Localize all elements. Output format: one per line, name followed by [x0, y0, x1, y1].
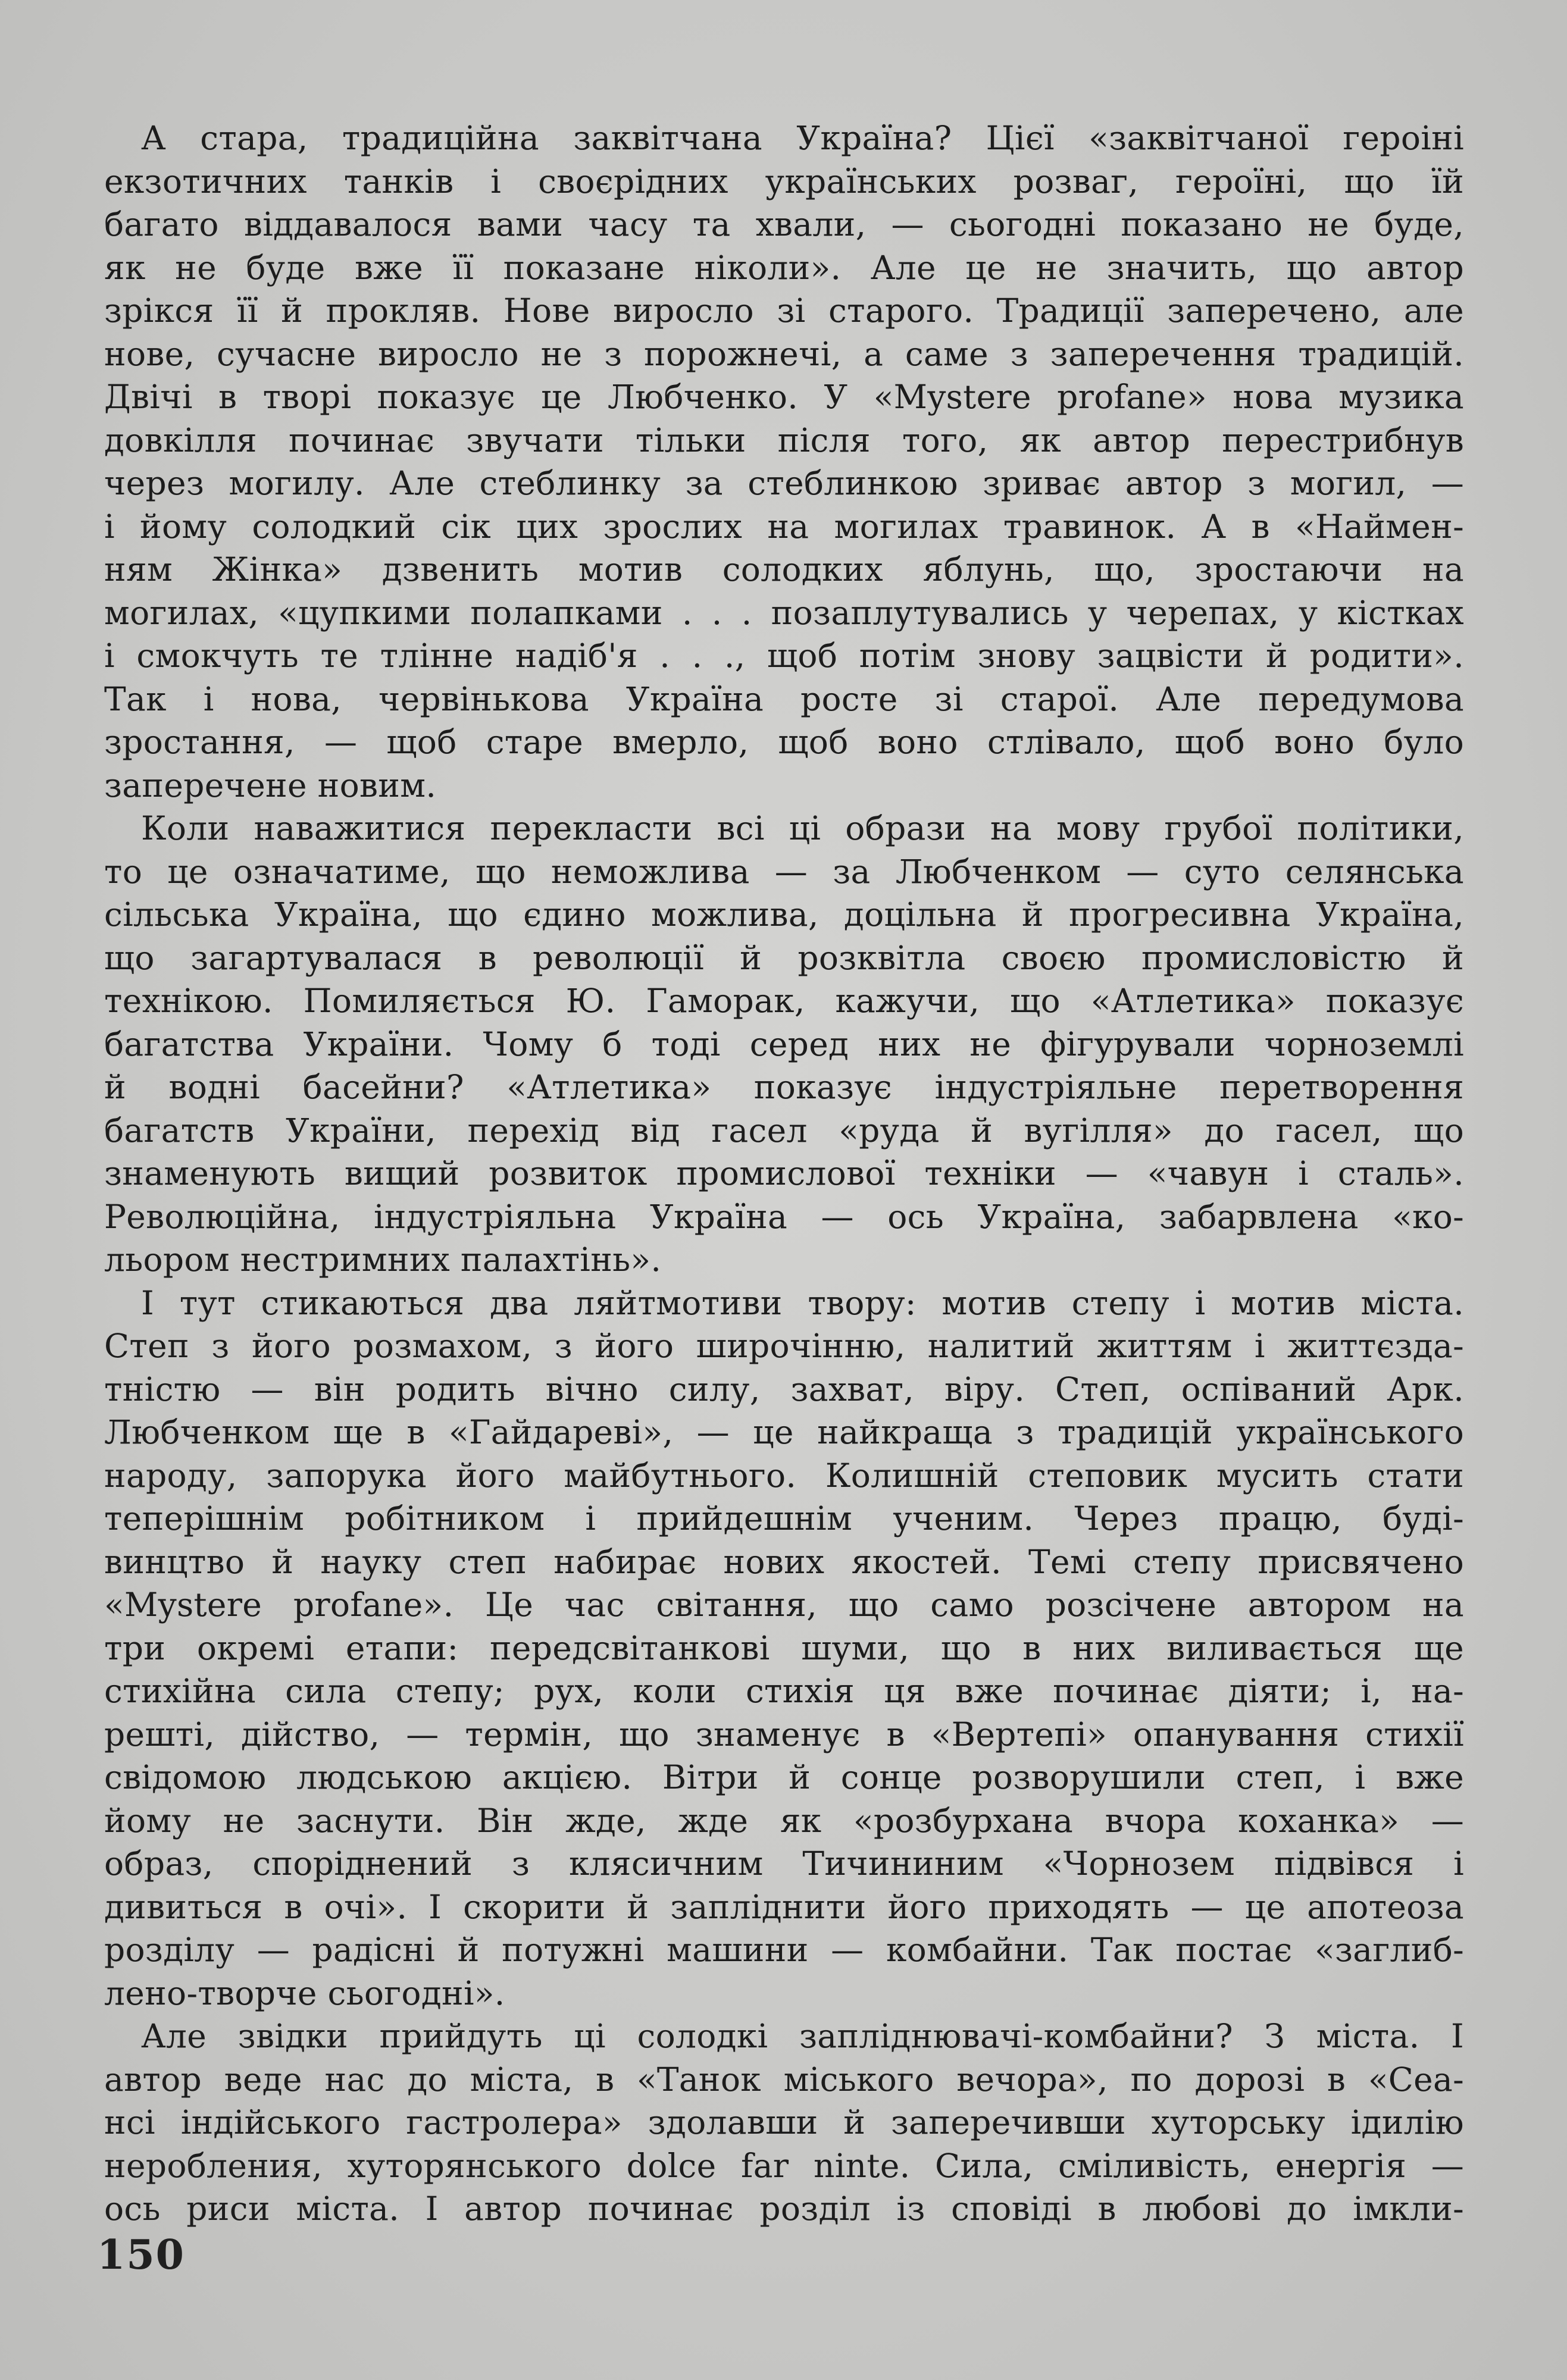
text-line: багатств України, перехід від гасел «руда й вугілля» до гасел, що — [104, 1111, 1464, 1150]
text-line: тністю — він родить вічно силу, захват, віру. Степ, оспіваний Арк. — [104, 1370, 1464, 1408]
text-line: Так і нова, червінькова Україна росте зі старої. Але передумова — [104, 679, 1464, 718]
text-line: свідомою людською акцією. Вітри й сонце розворушили степ, і вже — [104, 1758, 1464, 1796]
text-line: Двічі в творі показує це Любченко. У «Mystere profane» нова музика — [104, 378, 1464, 416]
text-line: Степ з його розмахом, з його широчінню, налитий життям і життєзда- — [104, 1327, 1464, 1365]
text-line: три окремі етапи: передсвітанкові шуми, що в них виливається ще — [104, 1629, 1464, 1667]
text-line: сільська Україна, що єдино можлива, доцільна й прогресивна Україна, — [104, 895, 1464, 934]
text-line: багатства України. Чому б тоді серед них не фігурували чорноземлі — [104, 1025, 1464, 1063]
text-line: довкілля починає звучати тільки після того, як автор перестрибнув — [104, 421, 1464, 459]
text-line: то це означатиме, що неможлива — за Любченком — суто селянська — [104, 852, 1464, 891]
text-line: багато віддавалося вами часу та хвали, — сьогодні показано не буде, — [104, 205, 1464, 243]
text-line: зрікся її й прокляв. Нове виросло зі старого. Традиції заперечено, але — [104, 292, 1464, 330]
text-line: Коли наважитися перекласти всі ці образи на мову грубої політики, — [141, 809, 1464, 847]
text-line: неробления, хуторянського dolce far ninte. Сила, сміливість, енергія — — [104, 2146, 1464, 2185]
paragraph-4 — [104, 2015, 1464, 2231]
paragraph-3 — [104, 1282, 1464, 2015]
text-line: А стара, традиційна заквітчана Україна? Цієї «заквітчаної героіні — [141, 119, 1464, 157]
text-line: розділу — радісні й потужні машини — комбайни. Так постає «заглиб- — [104, 1931, 1464, 1969]
text-line: і смокчуть те тлінне надіб'я . . ., щоб потім знову зацвісти й родити». — [104, 637, 1464, 675]
text-line: автор веде нас до міста, в «Танок міського вечора», по дорозі в «Сеа- — [104, 2060, 1464, 2099]
text-line: лено-творче сьогодні». — [104, 1974, 505, 2012]
text-line: І тут стикаються два ляйтмотиви твору: мотив степу і мотив міста. — [141, 1283, 1464, 1322]
page-number: 150 — [97, 2231, 185, 2279]
text-line: заперечене новим. — [104, 766, 437, 804]
text-line: льором нестримних палахтінь». — [104, 1241, 662, 1279]
text-line: через могилу. Але стеблинку за стеблинкою зриває автор з могил, — — [104, 464, 1464, 502]
text-line: зростання, — щоб старе вмерло, щоб воно стлівало, щоб воно було — [104, 723, 1464, 761]
text-line: дивиться в очі». І скорити й запліднити його приходять — це апотеоза — [104, 1887, 1464, 1926]
text-line: образ, споріднений з клясичним Тичининим «Чорнозем підвівся і — [104, 1844, 1464, 1883]
text-line: як не буде вже її показане ніколи». Але це не значить, що автор — [104, 248, 1464, 287]
text-line: винцтво й науку степ набирає нових якостей. Темі степу присвячено — [104, 1542, 1464, 1581]
text-line: йому не заснути. Він жде, жде як «розбурхана вчора коханка» — — [104, 1801, 1464, 1840]
paragraph-2 — [104, 807, 1464, 1282]
text-line: ням Жінка» дзвенить мотив солодких яблунь, що, зростаючи на — [104, 550, 1464, 588]
text-line: й водні басейни? «Атлетика» показує індустріяльне перетворення — [104, 1068, 1464, 1106]
text-line: що загартувалася в революції й розквітла своєю промисловістю й — [104, 938, 1464, 977]
text-line: ось риси міста. І автор починає розділ із сповіді в любові до імкли- — [104, 2190, 1464, 2228]
text-line: екзотичних танків і своєрідних українських розваг, героїні, що їй — [104, 162, 1464, 201]
text-line: народу, запорука його майбутнього. Колишній степовик мусить стати — [104, 1456, 1464, 1495]
text-line: Революційна, індустріяльна Україна — ось Україна, забарвлена «ко- — [104, 1197, 1464, 1236]
text-line: знаменують вищий розвиток промислової техніки — «чавун і сталь». — [104, 1154, 1464, 1192]
text-line: нсі індійського гастролера» здолавши й заперечивши хуторську ідилію — [104, 2103, 1464, 2141]
text-line: Любченком ще в «Гайдареві», — це найкраща з традицій українського — [104, 1413, 1464, 1451]
text-line: нове, сучасне виросло не з порожнечі, а саме з заперечення традицій. — [104, 334, 1464, 373]
text-line: Але звідки прийдуть ці солодкі запліднювачі-комбайни? З міста. І — [141, 2017, 1464, 2055]
text-line: могилах, «цупкими полапками . . . позаплутувались у черепах, у кістках — [104, 593, 1464, 632]
text-line: і йому солодкий сік цих зрослих на могилах травинок. А в «Наймен- — [104, 507, 1464, 546]
text-line: решті, дійство, — термін, що знаменує в «Вертепі» опанування стихії — [104, 1715, 1464, 1753]
text-line: стихійна сила степу; рух, коли стихія ця вже починає діяти; і, на- — [104, 1672, 1464, 1710]
text-line: технікою. Помиляється Ю. Гаморак, кажучи, що «Атлетика» показує — [104, 982, 1464, 1020]
paragraph-1 — [104, 117, 1464, 807]
body-text — [104, 117, 1464, 2231]
text-line: теперішнім робітником і прийдешнім ученим. Через працю, буді- — [104, 1499, 1464, 1537]
text-line: «Mystere profane». Це час світання, що само розсічене автором на — [104, 1586, 1464, 1624]
